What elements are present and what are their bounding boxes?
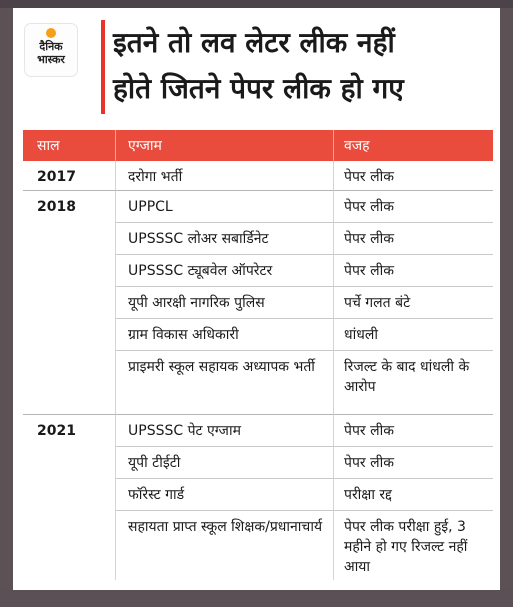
dainik-bhaskar-logo: [25, 24, 77, 76]
headline-line-2: होते जितने पेपर लीक हो गए: [113, 72, 404, 105]
row-exam: सहायता प्राप्त स्कूल शिक्षक/प्रधानाचार्य: [115, 510, 333, 580]
row-reason: पेपर लीक: [333, 254, 493, 286]
table-row: [23, 350, 493, 414]
table-header: [23, 130, 493, 160]
row-year: 2021: [23, 414, 115, 446]
header-year: साल: [37, 137, 60, 154]
headline-line-1: इतने तो लव लेटर लीक नहीं: [113, 26, 395, 59]
row-exam: यूपी टीईटी: [115, 446, 333, 478]
row-reason: पेपर लीक: [333, 414, 493, 446]
header-exam: एग्जाम: [115, 130, 333, 160]
row-reason: पेपर लीक परीक्षा हुई, 3 महीने हो गए रिजल्ट नहीं आया: [333, 510, 493, 580]
row-year: 2017: [23, 160, 115, 190]
row-year: [23, 446, 115, 478]
row-reason: परीक्षा रद्द: [333, 478, 493, 510]
bottom-frame-bar: [0, 590, 513, 607]
row-reason: पेपर लीक: [333, 190, 493, 222]
row-year: [23, 254, 115, 286]
exam-leak-table: [23, 130, 493, 580]
table-row: [23, 160, 493, 190]
table-row: [23, 190, 493, 222]
row-exam: UPPCL: [115, 190, 333, 222]
row-year: [23, 286, 115, 318]
headline-divider: [101, 20, 105, 114]
row-reason: पेपर लीक: [333, 446, 493, 478]
row-exam: ग्राम विकास अधिकारी: [115, 318, 333, 350]
row-exam: फॉरेस्ट गार्ड: [115, 478, 333, 510]
table-row: [23, 286, 493, 318]
row-exam: UPSSSC पेट एग्जाम: [115, 414, 333, 446]
table-row: [23, 510, 493, 580]
row-reason: पेपर लीक: [333, 160, 493, 190]
row-exam: यूपी आरक्षी नागरिक पुलिस: [115, 286, 333, 318]
row-reason: पर्चे गलत बंटे: [333, 286, 493, 318]
row-year: [23, 318, 115, 350]
table-row: [23, 254, 493, 286]
row-reason: रिजल्ट के बाद धांधली के आरोप: [333, 350, 493, 414]
header-reason: वजह: [333, 130, 493, 160]
row-reason: धांधली: [333, 318, 493, 350]
headline: [113, 20, 493, 112]
row-reason: पेपर लीक: [333, 222, 493, 254]
table-row: [23, 222, 493, 254]
row-exam: दरोगा भर्ती: [115, 160, 333, 190]
infographic-card: [13, 8, 500, 590]
top-frame-bar: [0, 0, 513, 8]
row-year: [23, 350, 115, 414]
row-year: [23, 478, 115, 510]
row-exam: UPSSSC ट्यूबवेल ऑपरेटर: [115, 254, 333, 286]
sun-icon: [46, 28, 56, 38]
table-row: [23, 318, 493, 350]
row-year: [23, 510, 115, 580]
table-row: [23, 478, 493, 510]
row-year: 2018: [23, 190, 115, 222]
row-year: [23, 222, 115, 254]
table-row: [23, 446, 493, 478]
logo-line-2: भास्कर: [37, 53, 65, 66]
logo-line-1: दैनिक: [39, 40, 63, 53]
row-exam: UPSSSC लोअर सबार्डिनेट: [115, 222, 333, 254]
table-row: [23, 414, 493, 446]
row-exam: प्राइमरी स्कूल सहायक अध्यापक भर्ती: [115, 350, 333, 414]
